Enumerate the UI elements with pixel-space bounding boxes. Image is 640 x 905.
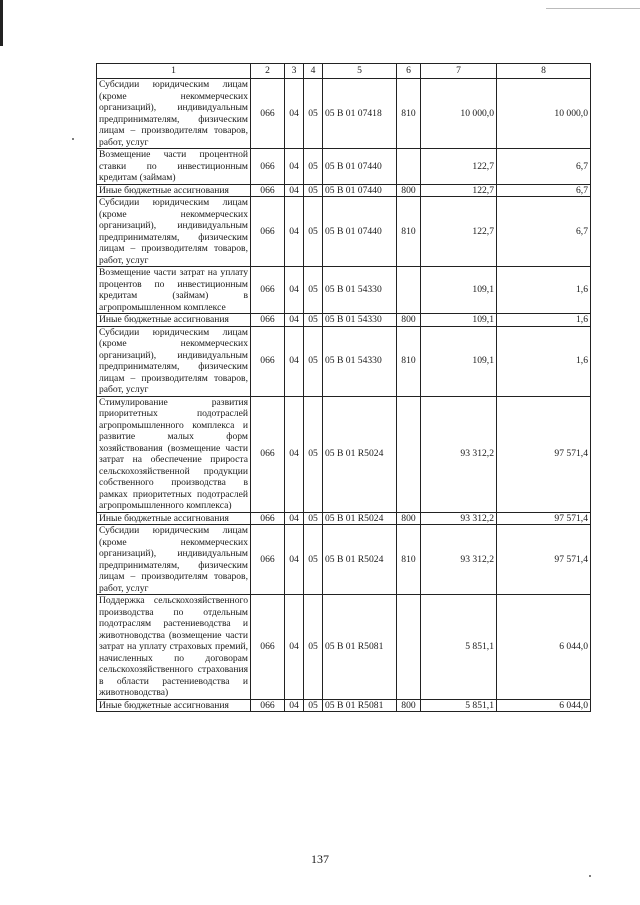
cell-section: 04 — [285, 512, 304, 525]
cell-description: Иные бюджетные ассигнования — [97, 184, 251, 197]
cell-target-article: 05 В 01 07418 — [323, 79, 397, 149]
cell-admin-code: 066 — [251, 396, 285, 512]
cell-expense-type: 810 — [397, 326, 421, 396]
header-col-3: 3 — [285, 64, 304, 79]
cell-subsection: 05 — [304, 326, 323, 396]
cell-description: Субсидии юридическим лицам (кроме некоммерческих организаций), индивидуальным предпринимателям, физическим лицам – производителям товаров, работ, услуг — [97, 525, 251, 595]
cell-target-article: 05 В 01 54330 — [323, 314, 397, 327]
cell-description: Поддержка сельскохозяйственного производства по отдельным подотраслям растениеводства и животноводства (возмещение части затрат на уплату страховых премий, начисленных по договорам сельскохозяйственного страхования в области растениеводства и животноводства) — [97, 595, 251, 700]
cell-admin-code: 066 — [251, 79, 285, 149]
table-row — [97, 149, 591, 185]
cell-admin-code: 066 — [251, 525, 285, 595]
cell-expense-type — [397, 595, 421, 700]
page-number: 137 — [311, 852, 329, 866]
scan-speck — [72, 138, 74, 140]
cell-description: Субсидии юридическим лицам (кроме некоммерческих организаций), индивидуальным предпринимателям, физическим лицам – производителям товаров, работ, услуг — [97, 326, 251, 396]
cell-subsection: 05 — [304, 149, 323, 185]
cell-admin-code: 066 — [251, 326, 285, 396]
cell-section: 04 — [285, 79, 304, 149]
cell-amount-year-2: 1,6 — [497, 326, 591, 396]
table-row — [97, 79, 591, 149]
cell-section: 04 — [285, 184, 304, 197]
cell-subsection: 05 — [304, 595, 323, 700]
cell-subsection: 05 — [304, 197, 323, 267]
cell-section: 04 — [285, 326, 304, 396]
cell-amount-year-2: 1,6 — [497, 314, 591, 327]
cell-admin-code: 066 — [251, 595, 285, 700]
cell-amount-year-1: 109,1 — [421, 314, 497, 327]
cell-subsection: 05 — [304, 525, 323, 595]
cell-expense-type: 800 — [397, 512, 421, 525]
cell-target-article: 05 В 01 07440 — [323, 184, 397, 197]
table-row — [97, 512, 591, 525]
cell-section: 04 — [285, 595, 304, 700]
cell-section: 04 — [285, 149, 304, 185]
cell-admin-code: 066 — [251, 699, 285, 712]
cell-amount-year-2: 97 571,4 — [497, 512, 591, 525]
cell-admin-code: 066 — [251, 184, 285, 197]
table-row — [97, 396, 591, 512]
cell-amount-year-2: 97 571,4 — [497, 396, 591, 512]
table-row — [97, 267, 591, 314]
cell-section: 04 — [285, 267, 304, 314]
cell-expense-type — [397, 149, 421, 185]
cell-description: Иные бюджетные ассигнования — [97, 512, 251, 525]
cell-subsection: 05 — [304, 267, 323, 314]
cell-amount-year-1: 93 312,2 — [421, 396, 497, 512]
cell-description: Возмещение части затрат на уплату процентов по инвестиционным кредитам (займам) в агропромышленном комплексе — [97, 267, 251, 314]
header-col-4: 4 — [304, 64, 323, 79]
cell-target-article: 05 В 01 07440 — [323, 149, 397, 185]
cell-amount-year-1: 93 312,2 — [421, 512, 497, 525]
budget-table — [96, 63, 591, 712]
cell-admin-code: 066 — [251, 197, 285, 267]
table-row — [97, 525, 591, 595]
cell-amount-year-1: 122,7 — [421, 149, 497, 185]
cell-amount-year-1: 10 000,0 — [421, 79, 497, 149]
table-header-row — [97, 64, 591, 79]
cell-amount-year-2: 1,6 — [497, 267, 591, 314]
cell-subsection: 05 — [304, 396, 323, 512]
cell-section: 04 — [285, 314, 304, 327]
cell-subsection: 05 — [304, 512, 323, 525]
header-col-1: 1 — [97, 64, 251, 79]
cell-expense-type — [397, 396, 421, 512]
cell-admin-code: 066 — [251, 512, 285, 525]
cell-amount-year-1: 109,1 — [421, 326, 497, 396]
cell-target-article: 05 В 01 R5024 — [323, 512, 397, 525]
cell-amount-year-2: 6 044,0 — [497, 595, 591, 700]
cell-description: Субсидии юридическим лицам (кроме некоммерческих организаций), индивидуальным предпринимателям, физическим лицам – производителям товаров, работ, услуг — [97, 79, 251, 149]
scan-speck — [589, 875, 591, 877]
cell-target-article: 05 В 01 54330 — [323, 326, 397, 396]
cell-amount-year-1: 5 851,1 — [421, 699, 497, 712]
cell-amount-year-1: 122,7 — [421, 184, 497, 197]
table-body — [97, 79, 591, 712]
cell-description: Возмещение части процентной ставки по инвестиционным кредитам (займам) — [97, 149, 251, 185]
cell-expense-type: 800 — [397, 184, 421, 197]
cell-description: Стимулирование развития приоритетных подотраслей агропромышленного комплекса и развитие малых форм хозяйствования (возмещение части затрат на обеспечение прироста сельскохозяйственной продукции собственного производства в рамках приоритетных подотраслей агропромышленного комплекса) — [97, 396, 251, 512]
cell-target-article: 05 В 01 54330 — [323, 267, 397, 314]
cell-target-article: 05 В 01 07440 — [323, 197, 397, 267]
header-col-6: 6 — [397, 64, 421, 79]
header-col-7: 7 — [421, 64, 497, 79]
cell-admin-code: 066 — [251, 267, 285, 314]
cell-expense-type: 810 — [397, 197, 421, 267]
cell-expense-type: 810 — [397, 79, 421, 149]
cell-amount-year-2: 97 571,4 — [497, 525, 591, 595]
cell-expense-type: 800 — [397, 699, 421, 712]
cell-description: Иные бюджетные ассигнования — [97, 699, 251, 712]
cell-amount-year-1: 5 851,1 — [421, 595, 497, 700]
cell-admin-code: 066 — [251, 314, 285, 327]
header-col-5: 5 — [323, 64, 397, 79]
header-col-8: 8 — [497, 64, 591, 79]
cell-amount-year-2: 10 000,0 — [497, 79, 591, 149]
table-row — [97, 197, 591, 267]
cell-amount-year-1: 109,1 — [421, 267, 497, 314]
cell-section: 04 — [285, 699, 304, 712]
cell-amount-year-2: 6,7 — [497, 197, 591, 267]
table-row — [97, 595, 591, 700]
table-row — [97, 314, 591, 327]
cell-description: Иные бюджетные ассигнования — [97, 314, 251, 327]
cell-amount-year-2: 6,7 — [497, 149, 591, 185]
cell-amount-year-1: 122,7 — [421, 197, 497, 267]
table-row — [97, 699, 591, 712]
cell-target-article: 05 В 01 R5081 — [323, 699, 397, 712]
cell-expense-type: 810 — [397, 525, 421, 595]
cell-amount-year-1: 93 312,2 — [421, 525, 497, 595]
cell-expense-type — [397, 267, 421, 314]
cell-subsection: 05 — [304, 79, 323, 149]
header-col-2: 2 — [251, 64, 285, 79]
scan-top-rule — [546, 8, 640, 9]
cell-subsection: 05 — [304, 314, 323, 327]
cell-target-article: 05 В 01 R5081 — [323, 595, 397, 700]
table-row — [97, 184, 591, 197]
cell-expense-type: 800 — [397, 314, 421, 327]
cell-description: Субсидии юридическим лицам (кроме некоммерческих организаций), индивидуальным предпринимателям, физическим лицам – производителям товаров, работ, услуг — [97, 197, 251, 267]
cell-section: 04 — [285, 396, 304, 512]
cell-target-article: 05 В 01 R5024 — [323, 525, 397, 595]
cell-subsection: 05 — [304, 184, 323, 197]
scan-edge-mark — [0, 0, 3, 46]
cell-amount-year-2: 6 044,0 — [497, 699, 591, 712]
cell-section: 04 — [285, 525, 304, 595]
table-row — [97, 326, 591, 396]
cell-subsection: 05 — [304, 699, 323, 712]
cell-section: 04 — [285, 197, 304, 267]
cell-admin-code: 066 — [251, 149, 285, 185]
cell-amount-year-2: 6,7 — [497, 184, 591, 197]
cell-target-article: 05 В 01 R5024 — [323, 396, 397, 512]
